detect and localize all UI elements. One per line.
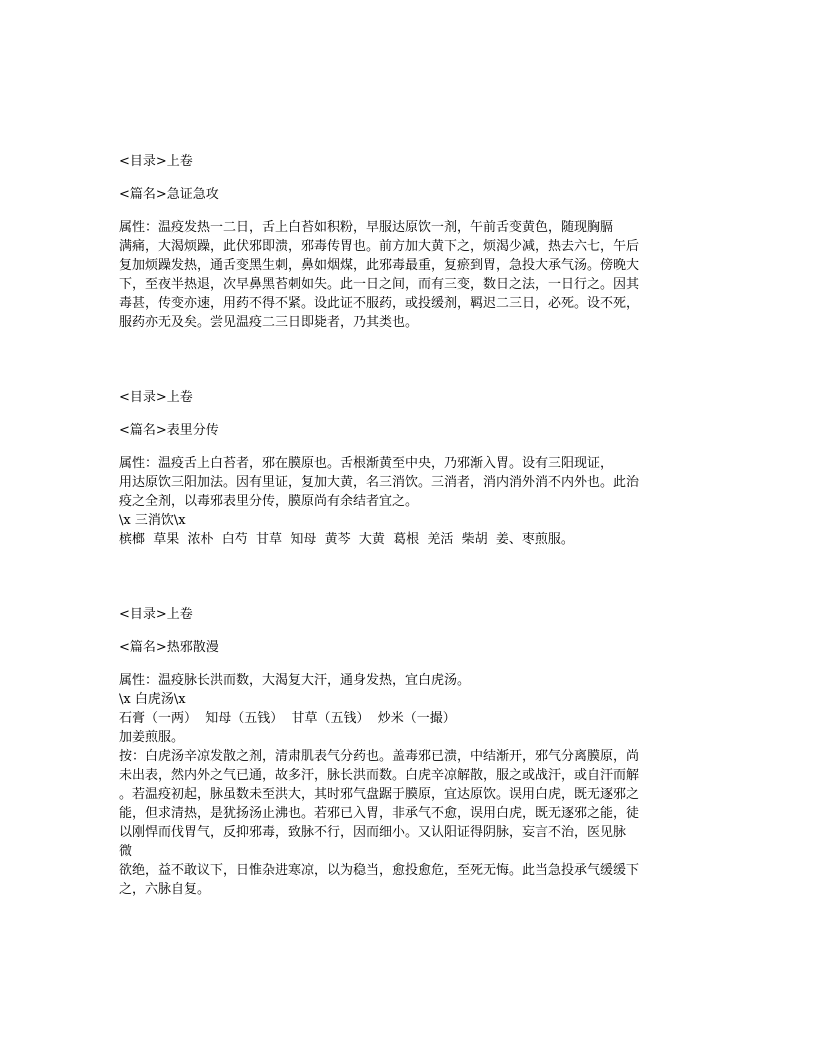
text-line: 属性：温疫舌上白苔者，邪在膜原也。舌根渐黄至中央，乃邪渐入胃。设有三阳现证， <box>119 456 614 471</box>
text-line: 毒甚，传变亦速，用药不得不紧。设此证不服药，或投缓剂，羁迟二三日，必死。设不死， <box>119 296 640 311</box>
text-line: 微 <box>119 844 133 859</box>
section-2 <box>119 388 699 549</box>
text-line: 满痛，大渴烦躁，此伏邪即溃，邪毒传胃也。前方加大黄下之，烦渴少减，热去六七，午后 <box>119 239 640 254</box>
section-1 <box>119 152 699 332</box>
text-line: 。若温疫初起，脉虽数未至洪大，其时邪气盘踞于膜原，宜达原饮。误用白虎，既无逐邪之 <box>119 787 640 802</box>
text-line: 加姜煎服。 <box>119 730 185 745</box>
text-line: 按：白虎汤辛凉发散之剂，清肃肌表气分药也。盖毒邪已溃，中结渐开，邪气分离膜原，尚 <box>119 749 640 764</box>
text-line: 属性：温疫脉长洪而数，大渴复大汗，通身发热，宜白虎汤。 <box>119 673 471 688</box>
catalog-label: <目录>上卷 <box>119 390 193 405</box>
formula-name: \x 白虎汤\x <box>119 692 186 707</box>
chapter-title: <篇名>急证急攻 <box>119 187 219 202</box>
ingredient-list: 石膏（一两） 知母（五钱） 甘草（五钱） 炒米（一撮） <box>119 711 456 726</box>
catalog-label: <目录>上卷 <box>119 607 193 622</box>
text-line: 欲绝，益不敢议下，日惟杂进寒凉，以为稳当，愈投愈危，至死无悔。此当急投承气缓缓下 <box>119 863 640 878</box>
text-line: 之，六脉自复。 <box>119 882 211 897</box>
ingredient-list: 槟榔 草果 浓朴 白芍 甘草 知母 黄芩 大黄 葛根 羌活 柴胡 姜、枣煎服。 <box>119 532 574 547</box>
formula-name: \x 三消饮\x <box>119 513 186 528</box>
text-line: 用达原饮三阳加法。因有里证，复加大黄，名三消饮。三消者，消内消外消不内外也。此治 <box>119 475 640 490</box>
section-3 <box>119 605 699 899</box>
text-line: 下，至夜半热退，次早鼻黑苔刺如失。此一日之间，而有三变，数日之法，一日行之。因其 <box>119 277 640 292</box>
text-line: 疫之全剂，以毒邪表里分传，膜原尚有余结者宜之。 <box>119 494 419 509</box>
text-line: 服药亦无及矣。尝见温疫二三日即毙者，乃其类也。 <box>119 315 419 330</box>
text-line: 属性：温疫发热一二日，舌上白苔如积粉，早服达原饮一剂，午前舌变黄色，随现胸膈 <box>119 220 614 235</box>
text-line: 复加烦躁发热，通舌变黑生刺，鼻如烟煤，此邪毒最重，复瘀到胃，急投大承气汤。傍晚大 <box>119 258 640 273</box>
catalog-label: <目录>上卷 <box>119 154 193 169</box>
text-line: 能，但求清热，是犹扬汤止沸也。若邪已入胃，非承气不愈，误用白虎，既无逐邪之能，徒 <box>119 806 640 821</box>
chapter-title: <篇名>表里分传 <box>119 423 219 438</box>
chapter-title: <篇名>热邪散漫 <box>119 640 219 655</box>
text-line: 未出表，然内外之气已通，故多汗，脉长洪而数。白虎辛凉解散，服之或战汗，或自汗而解 <box>119 768 640 783</box>
text-line: 以刚悍而伐胃气，反抑邪毒，致脉不行，因而细小。又认阳证得阴脉，妄言不治，医见脉 <box>119 825 627 840</box>
